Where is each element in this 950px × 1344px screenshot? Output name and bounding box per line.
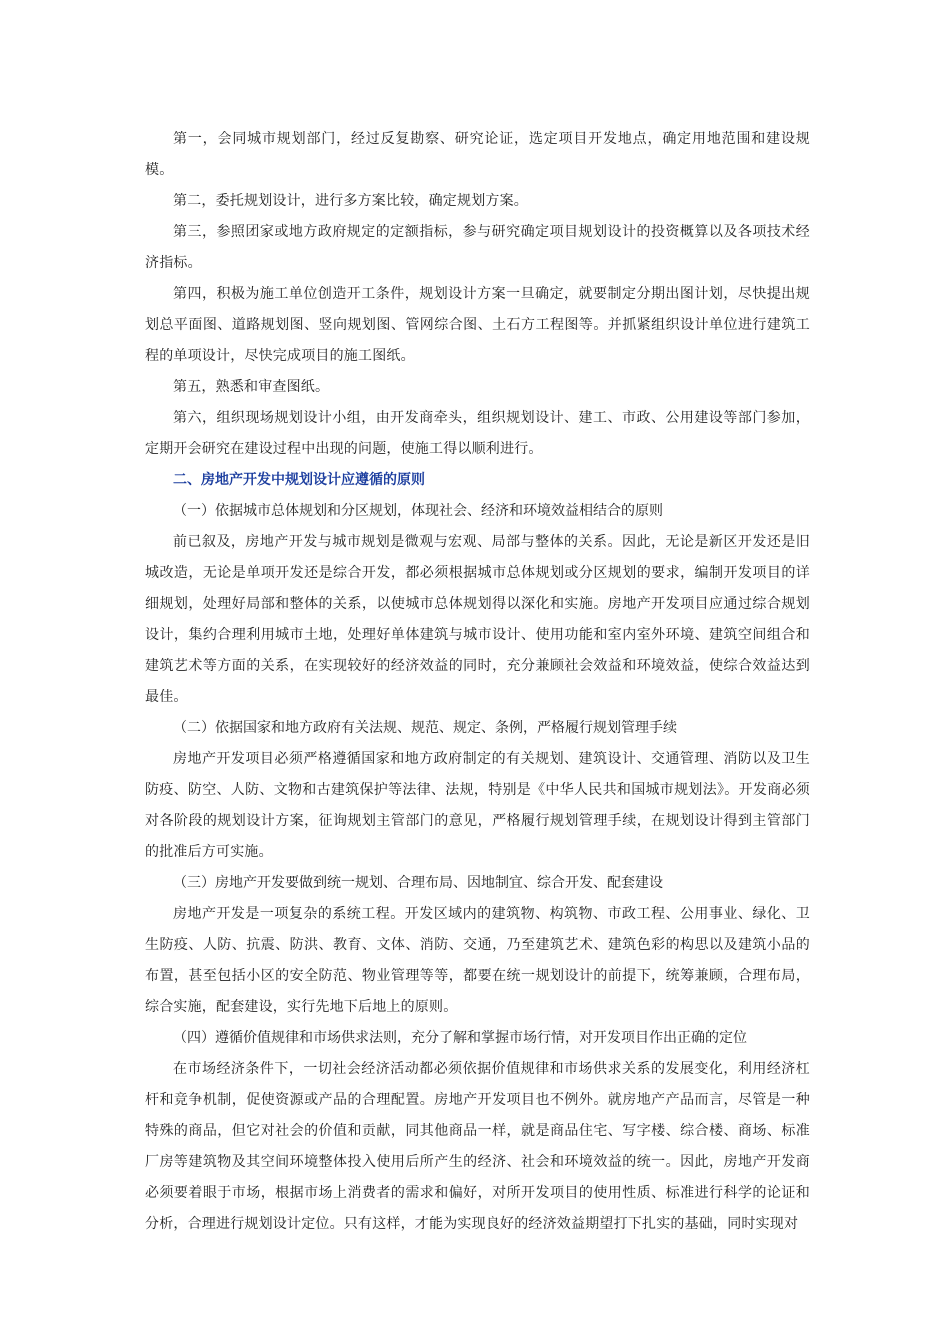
section-heading: 二、房地产开发中规划设计应遵循的原则 [173, 472, 425, 488]
subheading-4: （四）遵循价值规律和市场供求法则，充分了解和掌握市场行情，对开发项目作出正确的定位 [173, 1030, 747, 1046]
paragraph-item-4: 第四，积极为施工单位创造开工条件，规划设计方案一旦确定，就要制定分期出图计划，尽快提出规划总平面图、道路规划图、竖向规划图、管网综合图、土石方工程图等。并抓紧组织设计单位进行建筑工程的单项设计，尽快完成项目的施工图纸。 [145, 286, 810, 364]
paragraph-item-2: 第二，委托规划设计，进行多方案比较，确定规划方案。 [173, 193, 528, 209]
paragraph-item-5: 第五，熟悉和审查图纸。 [173, 379, 330, 395]
principle-paragraph-2: 房地产开发项目必须严格遵循国家和地方政府制定的有关规划、建筑设计、交通管理、消防以及卫生防疫、防空、人防、文物和古建筑保护等法律、法规，特别是《中华人民共和国城市规划法》。开发商必须对各阶段的规划设计方案，征询规划主管部门的意见，严格履行规划管理手续，在规划设计得到主管部门的批准后方可实施。 [145, 751, 810, 860]
paragraph-item-1: 第一，会同城市规划部门，经过反复勘察、研究论证，选定项目开发地点，确定用地范围和建设规模。 [145, 131, 810, 178]
paragraph-item-6: 第六，组织现场规划设计小组，由开发商牵头，组织规划设计、建工、市政、公用建设等部门参加，定期开会研究在建设过程中出现的问题，使施工得以顺利进行。 [145, 410, 810, 457]
subheading-1: （一）依据城市总体规划和分区规划，体现社会、经济和环境效益相结合的原则 [173, 503, 663, 519]
document-body [145, 124, 810, 1240]
subheading-2: （二）依据国家和地方政府有关法规、规范、规定、条例，严格履行规划管理手续 [173, 720, 677, 736]
paragraph-item-3: 第三，参照团家或地方政府规定的定额指标，参与研究确定项目规划设计的投资概算以及各项技术经济指标。 [145, 224, 810, 271]
principle-paragraph-3: 房地产开发是一项复杂的系统工程。开发区域内的建筑物、构筑物、市政工程、公用事业、绿化、卫生防疫、人防、抗震、防洪、教育、文体、消防、交通，乃至建筑艺术、建筑色彩的构思以及建筑小品的布置，甚至包括小区的安全防范、物业管理等等，都要在统一规划设计的前提下，统筹兼顾，合理布局，综合实施，配套建设，实行先地下后地上的原则。 [145, 906, 810, 1015]
principle-paragraph-1: 前已叙及，房地产开发与城市规划是微观与宏观、局部与整体的关系。因此，无论是新区开发还是旧城改造，无论是单项开发还是综合开发，都必须根据城市总体规划或分区规划的要求，编制开发项目的详细规划，处理好局部和整体的关系，以使城市总体规划得以深化和实施。房地产开发项目应通过综合规划设计，集约合理利用城市土地，处理好单体建筑与城市设计、使用功能和室内室外环境、建筑空间组合和建筑艺术等方面的关系，在实现较好的经济效益的同时，充分兼顾社会效益和环境效益，使综合效益达到最佳。 [145, 534, 810, 705]
principle-paragraph-4: 在市场经济条件下，一切社会经济活动都必须依据价值规律和市场供求关系的发展变化，利用经济杠杆和竞争机制，促使资源或产品的合理配置。房地产开发项目也不例外。就房地产产品而言，尽管是一种特殊的商品，但它对社会的价值和贡献，同其他商品一样，就是商品住宅、写字楼、综合楼、商场、标准厂房等建筑物及其空间环境整体投入使用后所产生的经济、社会和环境效益的统一。因此，房地产开发商必须要着眼于市场，根据市场上消费者的需求和偏好，对所开发项目的使用性质、标准进行科学的论证和分析，合理进行规划设计定位。只有这样，才能为实现良好的经济效益期望打下扎实的基础，同时实现对 [145, 1061, 810, 1232]
subheading-3: （三）房地产开发要做到统一规划、合理布局、因地制宜、综合开发、配套建设 [173, 875, 663, 891]
